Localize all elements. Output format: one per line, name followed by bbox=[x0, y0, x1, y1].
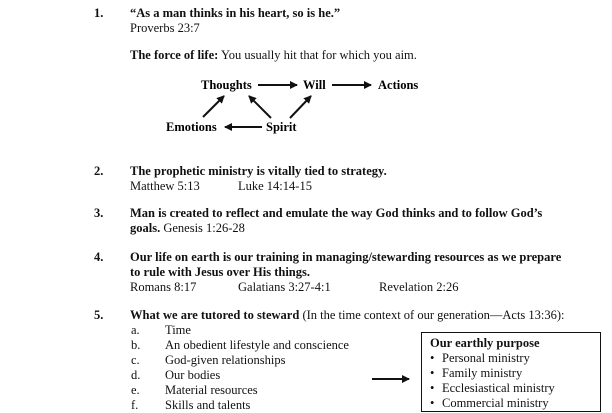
earthly-purpose-title: Our earthly purpose bbox=[430, 336, 540, 350]
list-item: • Ecclesiastical ministry bbox=[430, 381, 592, 396]
diagram-node-actions: Actions bbox=[378, 78, 419, 92]
list-item-text: Skills and talents bbox=[165, 398, 251, 412]
item-5-title: What we are tutored to steward bbox=[130, 308, 300, 322]
list-item-text: An obedient lifestyle and conscience bbox=[165, 338, 349, 352]
item-3-line-2 bbox=[130, 221, 245, 236]
list-item-text: Material resources bbox=[165, 383, 258, 397]
list-letter: f. bbox=[131, 398, 139, 412]
diagram-node-thoughts: Thoughts bbox=[201, 78, 252, 92]
earthly-purpose-box bbox=[421, 332, 601, 412]
force-of-life-label: The force of life: bbox=[130, 48, 219, 62]
item-2-title: The prophetic ministry is vitally tied to strategy. bbox=[130, 164, 387, 178]
item-1-reference: Proverbs 23:7 bbox=[130, 21, 200, 35]
list-item: • Personal ministry bbox=[430, 351, 592, 366]
item-4-title-line-1: Our life on earth is our training in managing/stewarding resources as we prepare bbox=[130, 250, 562, 264]
list-item-text: Time bbox=[165, 323, 191, 337]
list-item-text: God-given relationships bbox=[165, 353, 286, 367]
item-5-number: 5. bbox=[94, 308, 104, 322]
list-letter: a. bbox=[131, 323, 140, 337]
list-item: • Family ministry bbox=[430, 366, 592, 381]
item-2-ref-1: Matthew 5:13 bbox=[130, 179, 200, 193]
earthly-purpose-list bbox=[430, 351, 592, 411]
item-3-ref: Genesis 1:26-28 bbox=[163, 221, 245, 235]
item-1-number: 1. bbox=[94, 6, 104, 20]
arrow-emotions-to-thoughts bbox=[203, 96, 224, 117]
arrow-spirit-to-thoughts bbox=[249, 96, 271, 118]
item-1-quote: “As a man thinks in his heart, so is he.” bbox=[130, 6, 341, 20]
diagram-node-spirit: Spirit bbox=[266, 120, 297, 134]
item-5-heading bbox=[130, 308, 565, 323]
arrow-spirit-to-will bbox=[290, 96, 311, 118]
force-of-life-text: You usually hit that for which you aim. bbox=[220, 48, 417, 62]
item-4-ref-1: Romans 8:17 bbox=[130, 280, 197, 294]
diagram-node-emotions: Emotions bbox=[166, 120, 217, 134]
item-2-number: 2. bbox=[94, 164, 104, 178]
item-3-title-line-2: goals. bbox=[130, 221, 161, 235]
list-letter: b. bbox=[131, 338, 141, 352]
item-3-title-line-1: Man is created to reflect and emulate the way God thinks and to follow God’s bbox=[130, 206, 543, 220]
item-4-ref-3: Revelation 2:26 bbox=[379, 280, 459, 294]
list-item: • Commercial ministry bbox=[430, 396, 592, 411]
item-5-title-note: (In the time context of our generation—Acts 13:36): bbox=[302, 308, 565, 322]
list-letter: d. bbox=[131, 368, 141, 382]
item-2-ref-2: Luke 14:14-15 bbox=[238, 179, 312, 193]
item-4-number: 4. bbox=[94, 250, 104, 264]
list-item-text: Our bodies bbox=[165, 368, 221, 382]
diagram-node-will: Will bbox=[303, 78, 326, 92]
item-3-number: 3. bbox=[94, 206, 104, 220]
item-4-ref-2: Galatians 3:27-4:1 bbox=[238, 280, 331, 294]
list-letter: e. bbox=[131, 383, 140, 397]
item-4-title-line-2: to rule with Jesus over His things. bbox=[130, 265, 310, 279]
list-letter: c. bbox=[131, 353, 140, 367]
